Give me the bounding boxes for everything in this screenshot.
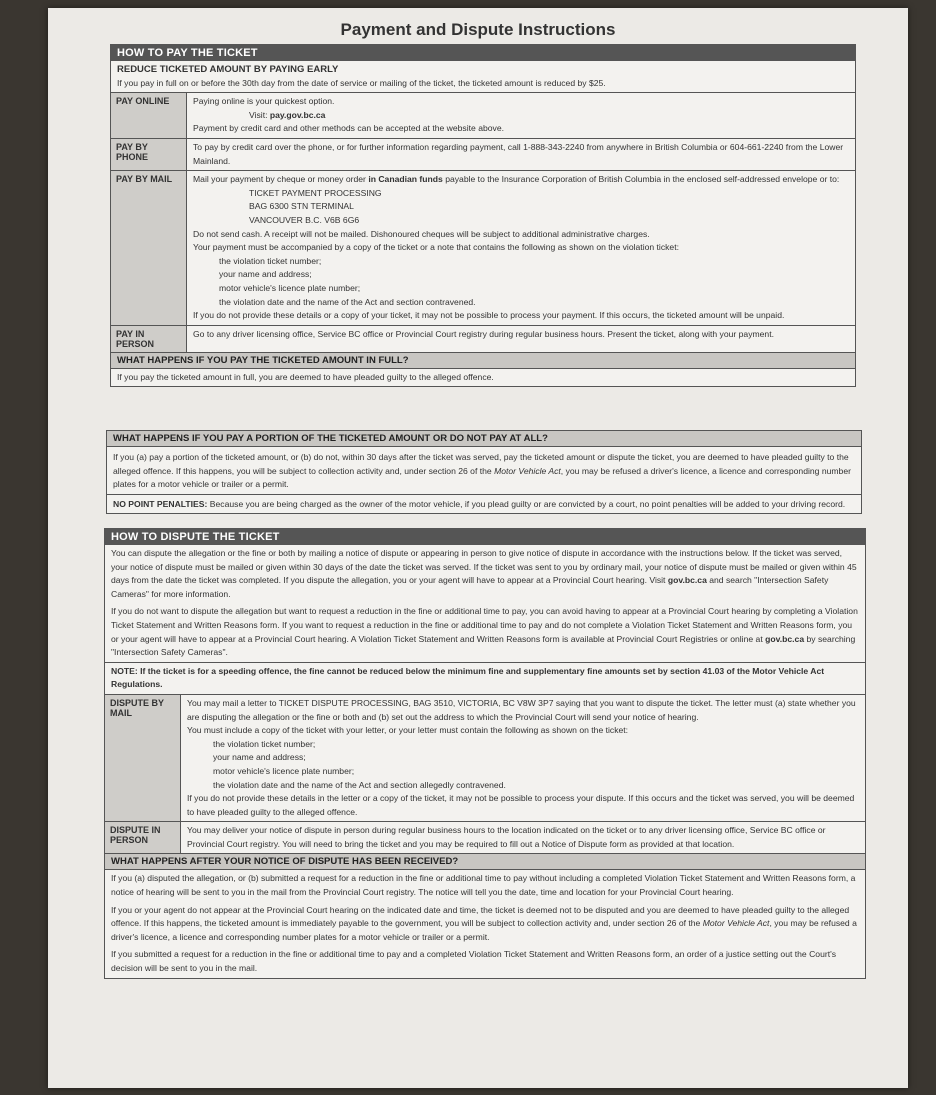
full-payment-header: WHAT HAPPENS IF YOU PAY THE TICKETED AMOUNT IN FULL? xyxy=(111,352,855,369)
early-payment-title: REDUCE TICKETED AMOUNT BY PAYING EARLY xyxy=(117,64,339,75)
pay-phone-label: PAY BY PHONE xyxy=(111,139,187,170)
dispute-p1-a: You can dispute the allegation or the fine or both by mailing a notice of dispute or appearing in person to give notice of dispute in accordance with the instructions below. If the ticket was served, your notice of dispute must be mailed or given within 30 days of the date the ticket was served. If the ticket was sent to you by ordinary mail, your notice of dispute must be mailed or given within 45 days from the date the ticket was completed. If you dispute the allegation, you or your agent will have to appear at a Provincial Court hearing. Visit xyxy=(111,548,857,586)
after-paragraph-1: If you (a) disputed the allegation, or (b) submitted a request for a reduction in the fine or additional time to pay without including a completed Violation Ticket Statement and Written Reasons form, a notice of hearing will be sent to you in the mail from the Provincial Court registry. The notice will tell you the date, time and location for your Provincial Court hearing. xyxy=(111,873,856,898)
after-paragraph-3: If you submitted a request for a reduction in the fine or additional time to pay and a completed Violation Ticket Statement and Written Reasons form, an order of a justice setting out the Court's decision will be sent to you in the mail. xyxy=(111,949,837,974)
pay-online-content xyxy=(187,93,855,138)
speeding-note: NOTE: If the ticket is for a speeding offence, the fine cannot be reduced below the minimum fine and supplementary fine amounts set by section 41.03 of the Motor Vehicle Act Regulations. xyxy=(105,662,865,694)
pay-mail-label: PAY BY MAIL xyxy=(111,171,187,325)
accompany-text: Your payment must be accompanied by a copy of the ticket or a note that contains the following as shown on the violation ticket: xyxy=(193,242,679,253)
address-line: VANCOUVER B.C. V6B 6G6 xyxy=(249,214,360,225)
list-item: the violation ticket number; xyxy=(219,255,322,266)
dispute-section xyxy=(104,528,866,979)
list-item: the violation ticket number; xyxy=(213,738,316,749)
after-dispute-header: WHAT HAPPENS AFTER YOUR NOTICE OF DISPUTE HAS BEEN RECEIVED? xyxy=(105,853,865,870)
pay-mail-intro xyxy=(193,173,849,187)
dispute-p1-b: and search "Intersection Safety Cameras" for more information. xyxy=(111,575,829,599)
required-items-list xyxy=(193,255,849,309)
portion-text-b: , you may be refused a driver's licence, a licence and corresponding number plates for a motor vehicle or trailer or a permit. xyxy=(113,465,851,490)
dispute-mail-warning: If you do not provide these details in the letter or a copy of the ticket, it may not be possible to process your dispute. If this occurs and the ticket was served, you will be deemed to have pleaded guilty to the alleged offence. xyxy=(187,793,855,817)
list-item: motor vehicle's licence plate number; xyxy=(219,282,361,293)
pay-mail-row xyxy=(111,170,855,325)
after-p2-b: , you may be refused a driver's licence, a licence and corresponding number plates for a motor vehicle or trailer or a permit. xyxy=(111,918,857,942)
no-point-label: NO POINT PENALTIES: xyxy=(113,498,208,509)
pay-online-row xyxy=(111,92,855,138)
dispute-mail-line2: You must include a copy of the ticket with your letter, or your letter must contain the following as shown on the ticket: xyxy=(187,725,629,736)
pay-online-label: PAY ONLINE xyxy=(111,93,187,138)
pay-mail-intro-a: Mail your payment by cheque or money order xyxy=(193,174,366,185)
visit-label: Visit: xyxy=(249,109,268,120)
dispute-person-label: DISPUTE IN PERSON xyxy=(105,822,181,853)
no-point-penalties xyxy=(107,494,861,514)
list-item: the violation date and the name of the Act and section allegedly contravened. xyxy=(213,779,506,790)
dispute-mail-content xyxy=(181,695,865,821)
dispute-mail-row xyxy=(105,694,865,821)
no-point-text: Because you are being charged as the owner of the motor vehicle, if you plead guilty or are convicted by a court, no point penalties will be added to your driving record. xyxy=(209,498,846,509)
portion-section xyxy=(106,430,862,514)
portion-header: WHAT HAPPENS IF YOU PAY A PORTION OF THE TICKETED AMOUNT OR DO NOT PAY AT ALL? xyxy=(107,431,861,447)
pay-person-text: Go to any driver licensing office, Service BC office or Provincial Court registry during regular business hours. Present the ticket, along with your payment. xyxy=(193,328,774,339)
list-item: your name and address; xyxy=(213,752,306,763)
portion-text-a: If you (a) pay a portion of the ticketed amount, or (b) do not, within 30 days after the ticket was served, pay the ticketed amount or dispute the ticket, you are deemed to have pleaded guilty to the alleged offence. If this happens, you will be subject to collection activity and, under section 26 of the xyxy=(113,452,849,476)
early-payment-text: If you pay in full on or before the 30th day from the date of service or mailing of the ticket, the ticketed amount is reduced by $25. xyxy=(117,77,606,88)
dispute-person-text: You may deliver your notice of dispute in person during regular business hours to the location indicated on the ticket or to any driver licensing office, Service BC office or Provincial Court registry. You will need to bring the ticket and you may be required to fill out a Notice of Dispute form as provided at that location. xyxy=(187,825,826,849)
pay-online-visit xyxy=(193,109,849,123)
dispute-p2-b: by searching "Intersection Safety Cameras". xyxy=(111,633,856,658)
act-name: Motor Vehicle Act xyxy=(494,465,561,476)
pay-mail-content xyxy=(187,171,855,325)
pay-phone-row xyxy=(111,138,855,170)
address-line: TICKET PAYMENT PROCESSING xyxy=(249,187,382,198)
pay-mail-intro-c: payable to the Insurance Corporation of British Columbia in the enclosed self-addressed envelope or to: xyxy=(445,174,840,185)
act-name: Motor Vehicle Act xyxy=(702,918,770,929)
list-item: your name and address; xyxy=(219,269,312,280)
pay-online-line1: Paying online is your quickest option. xyxy=(193,96,335,107)
full-payment-text: If you pay the ticketed amount in full, you are deemed to have pleaded guilty to the alleged offence. xyxy=(117,371,494,382)
page-title: Payment and Dispute Instructions xyxy=(340,20,616,39)
pay-online-line3: Payment by credit card and other methods can be accepted at the website above. xyxy=(193,123,504,134)
dispute-p2-a: If you do not want to dispute the allegation but want to request a reduction in the fine or additional time to pay, you can avoid having to appear at a Provincial Court hearing by completing a Violation Ticket Statement and Written Reasons form. If you want to request a reduction in the fine or additional time to pay and do not complete a Violation Ticket Statement and Written Reasons form, you or your agent will have to appear at a Provincial Court hearing. A Violation Ticket Statement and Written Reasons form is available at Provincial Court Registries or online at xyxy=(111,606,858,644)
after-p2-a: If you or your agent do not appear at the Provincial Court hearing on the indicated date and time, the ticket is deemed not to be disputed and you are deemed to have pleaded guilty to the alleged offence. If this happens, the ticketed amount is immediately payable to the government, you will be subject to collection activity and, under section 26 of the xyxy=(111,904,850,929)
document-page xyxy=(48,8,908,1088)
pay-phone-text: To pay by credit card over the phone, or for further information regarding payment, call 1-888-343-2240 from anywhere in British Columbia or 604-661-2240 from the Lower Mainland. xyxy=(193,141,844,166)
dispute-items-list xyxy=(187,738,859,792)
portion-text xyxy=(107,447,861,494)
pay-person-label: PAY IN PERSON xyxy=(111,326,187,352)
pay-section xyxy=(110,44,856,387)
dispute-mail-line1: You may mail a letter to TICKET DISPUTE PROCESSING, BAG 3510, VICTORIA, BC V8W 3P7 saying that you want to dispute the ticket. The letter must (a) state whether you are disputing the allegation or the fine or both and (b) set out the address to which the Provincial Court will send your notice of hearing. xyxy=(187,697,856,722)
list-item: the violation date and the name of the Act and section contravened. xyxy=(219,296,476,307)
pay-mail-intro-b: in Canadian funds xyxy=(368,174,443,185)
pay-online-url[interactable]: pay.gov.bc.ca xyxy=(269,109,326,120)
dispute-paragraph-2 xyxy=(105,603,865,661)
pay-person-row xyxy=(111,325,855,352)
pay-mail-warning: If you do not provide these details or a copy of your ticket, it may not be possible to process your payment. If this occurs, the ticketed amount will be unpaid. xyxy=(193,310,785,321)
dispute-person-row xyxy=(105,821,865,853)
dispute-header: HOW TO DISPUTE THE TICKET xyxy=(105,529,865,545)
no-cash-text: Do not send cash. A receipt will not be mailed. Dishonoured cheques will be subject to additional administrative charges. xyxy=(193,228,650,239)
dispute-paragraph-1 xyxy=(105,545,865,603)
after-paragraph-2 xyxy=(105,902,865,947)
address-line: BAG 6300 STN TERMINAL xyxy=(249,201,354,212)
early-payment-block xyxy=(111,61,855,92)
list-item: motor vehicle's licence plate number; xyxy=(213,765,355,776)
dispute-p1-url[interactable]: gov.bc.ca xyxy=(667,575,707,586)
mail-address xyxy=(193,187,849,228)
dispute-mail-label: DISPUTE BY MAIL xyxy=(105,695,181,821)
dispute-p2-url[interactable]: gov.bc.ca xyxy=(765,633,805,644)
pay-header: HOW TO PAY THE TICKET xyxy=(111,45,855,61)
